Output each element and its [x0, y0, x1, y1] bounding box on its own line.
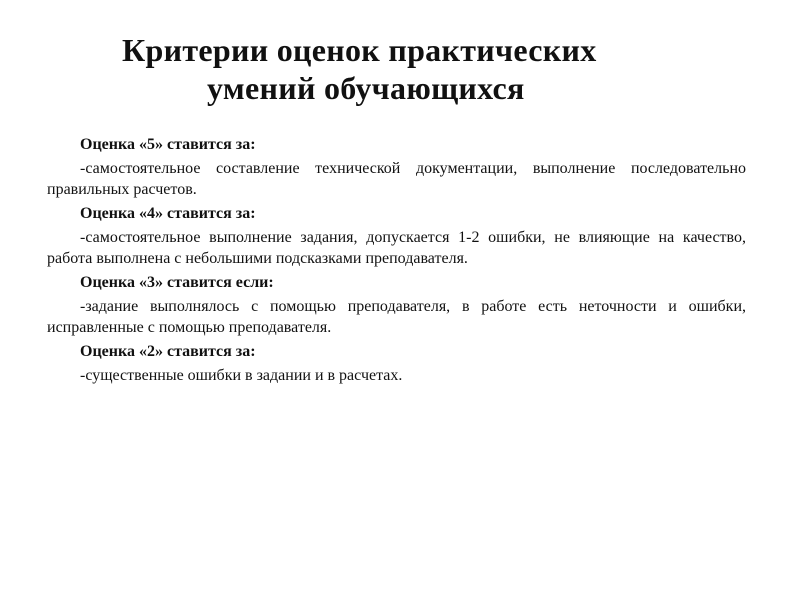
grade-4-text: -самостоятельное выполнение задания, допускается 1-2 ошибки, не влияющие на качество, работа выполнена с небольшими подсказками преподавателя. [47, 229, 746, 267]
grade-5-text: -самостоятельное составление технической документации, выполнение последовательно правильных расчетов. [47, 160, 746, 198]
grade-4-heading: Оценка «4» ставится за: [80, 205, 256, 222]
grade-2-heading: Оценка «2» ставится за: [80, 343, 256, 360]
criteria-list [47, 134, 746, 386]
title-line-1: Критерии оценок практических [122, 32, 597, 68]
grade-2-text: -существенные ошибки в задании и в расчетах. [80, 367, 403, 384]
slide-title [0, 31, 800, 107]
grade-5-heading: Оценка «5» ставится за: [80, 136, 256, 153]
grade-3-heading: Оценка «3» ставится если: [80, 274, 274, 291]
title-line-2: умений обучающихся [207, 70, 525, 106]
grade-3-text: -задание выполнялось с помощью преподавателя, в работе есть неточности и ошибки, исправленные с помощью преподавателя. [47, 298, 746, 336]
